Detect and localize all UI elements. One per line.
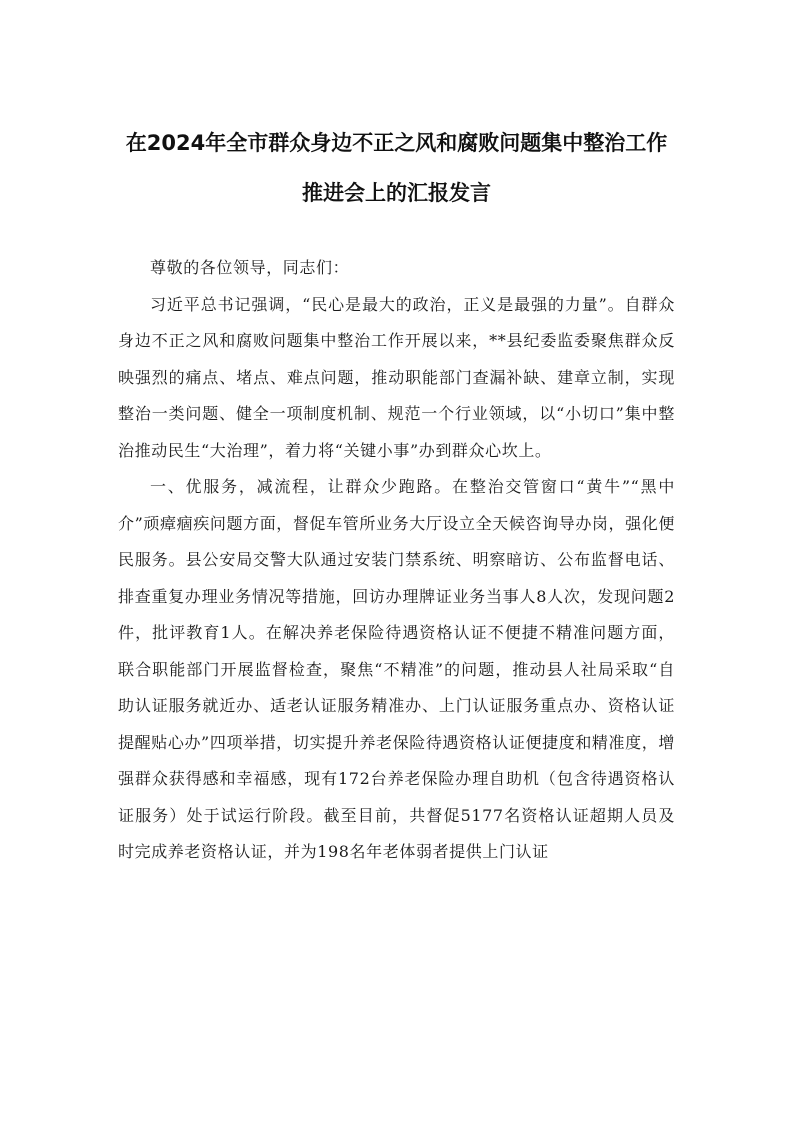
salutation: 尊敬的各位领导，同志们： [150,258,350,277]
document-title-line-1: 在2024年全市群众身边不正之风和腐败问题集中整治工作 [125,131,668,155]
paragraph-section-1: 一、优服务，减流程，让群众少跑路。在整治交管窗口“黄牛”“黑中介”顽瘴痼疾问题方面，督促车管所业务大厅设立全天候咨询导办岗，强化便民服务。县公安局交警大队通过安装门禁系统、明察暗访、公布监督电话、排查重复办理业务情况等措施，回访办理牌证业务当事人8人次，发现问题2件，批评教育1人。在解决养老保险待遇资格认证不便捷不精准问题方面，联合职能部门开展监督检查，聚焦“不精准”的问题，推动县人社局采取“自助认证服务就近办、适老认证服务精准办、上门认证服务重点办、资格认证提醒贴心办”四项举措，切实提升养老保险待遇资格认证便捷度和精准度，增强群众获得感和幸福感，现有172台养老保险办理自助机（包含待遇资格认证服务）处于试运行阶段。截至目前，共督促5177名资格认证超期人员及时完成养老资格认证，并为198名年老体弱者提供上门认证 [118,477,675,861]
document-body [118,250,675,871]
paragraph-intro: 习近平总书记强调，“民心是最大的政治，正义是最强的力量”。自群众身边不正之风和腐败问题集中整治工作开展以来，**县纪委监委聚焦群众反映强烈的痛点、堵点、难点问题，推动职能部门查漏补缺、建章立制，实现整治一类问题、健全一项制度机制、规范一个行业领域，以“小切口”集中整治推动民生“大治理”，着力将“关键小事”办到群众心坎上。 [118,294,675,460]
document-title-line-2: 推进会上的汇报发言 [302,181,491,205]
